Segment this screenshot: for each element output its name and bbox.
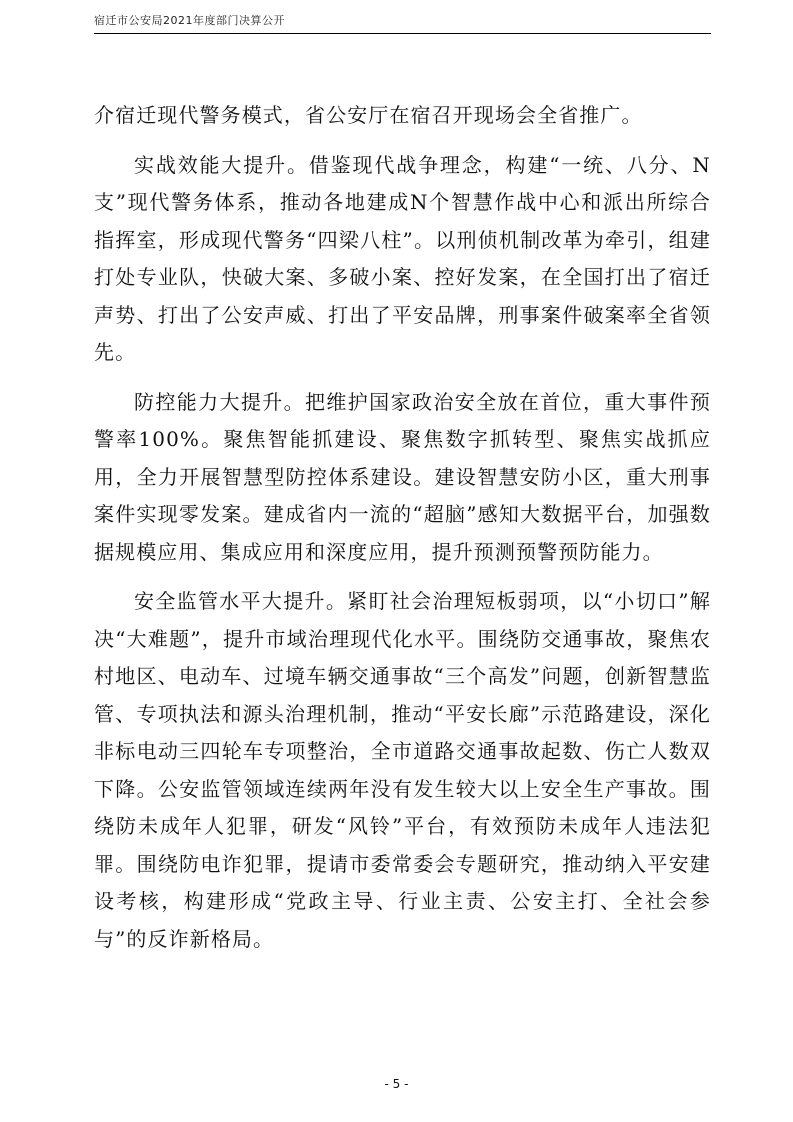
paragraph-prevention-capability: 防控能力大提升。把维护国家政治安全放在首位，重大事件预警率100%。聚焦智能抓建设、聚焦数字抓转型、聚焦实战抓应用，全力开展智慧型防控体系建设。建设智慧安防小区，重大刑事案件实现零发案。建成省内一流的“超脑”感知大数据平台，加强数据规模应用、集成应用和深度应用，提升预测预警预防能力。	[94, 389, 711, 564]
paragraph-combat-effectiveness: 实战效能大提升。借鉴现代战争理念，构建“一统、八分、N支”现代警务体系，推动各地建成N个智慧作战中心和派出所综合指挥室，形成现代警务“四梁八柱”。以刑侦机制改革为牵引，组建打处专业队，快破大案、多破小案、控好发案，在全国打出了宿迁声势、打出了公安声威、打出了平安品牌，刑事案件破案率全省领先。	[94, 152, 711, 364]
document-body	[94, 97, 711, 970]
header-divider	[94, 33, 711, 34]
page-number: - 5 -	[384, 1077, 409, 1091]
paragraph-continuation: 介宿迁现代警务模式，省公安厅在宿召开现场会全省推广。	[94, 103, 643, 127]
paragraph-safety-supervision: 安全监管水平大提升。紧盯社会治理短板弱项，以“小切口”解决“大难题”，提升市域治理现代化水平。围绕防交通事故，聚焦农村地区、电动车、过境车辆交通事故“三个高发”问题，创新智慧监管、专项执法和源头治理机制，推动“平安长廊”示范路建设，深化非标电动三四轮车专项整治，全市道路交通事故起数、伤亡人数双下降。公安监管领域连续两年没有发生较大以上安全生产事故。围绕防未成年人犯罪，研发“风铃”平台，有效预防未成年人违法犯罪。围绕防电诈犯罪，提请市委常委会专题研究，推动纳入平安建设考核，构建形成“党政主导、行业主责、公安主打、全社会参与”的反诈新格局。	[94, 589, 711, 951]
page-header-title: 宿迁市公安局2021年度部门决算公开	[94, 14, 285, 27]
